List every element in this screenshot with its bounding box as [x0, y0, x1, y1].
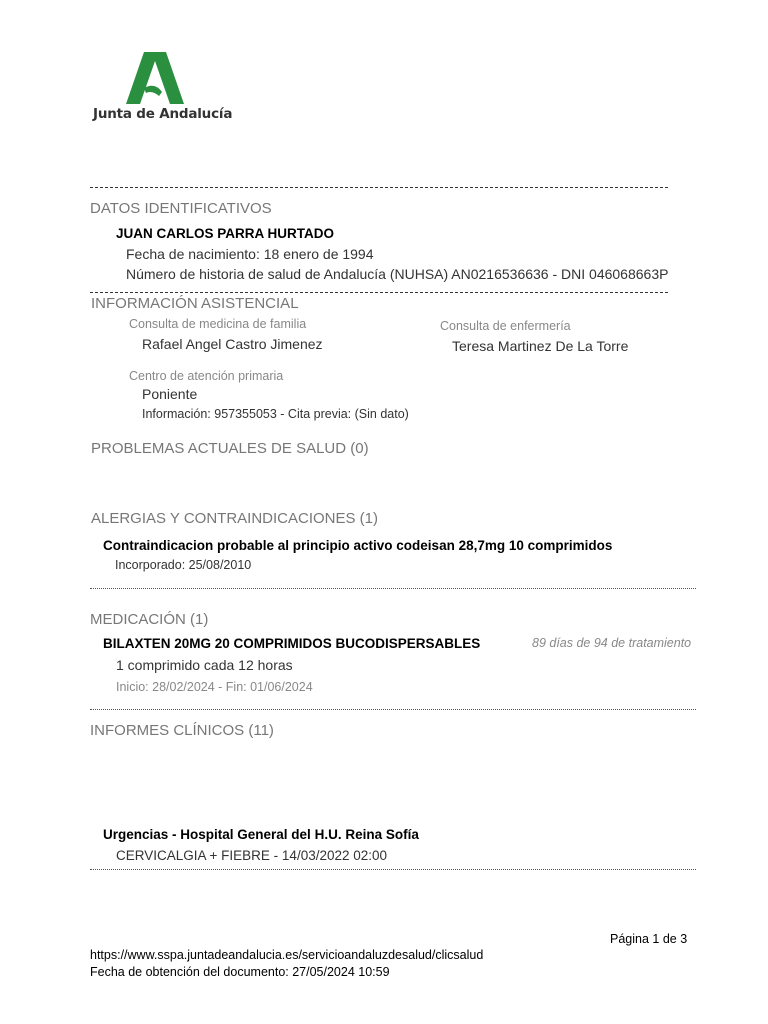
report-detail: CERVICALGIA + FIEBRE - 14/03/2022 02:00	[116, 848, 388, 863]
family-doctor-name: Rafael Angel Castro Jimenez	[142, 336, 323, 352]
nuhsa-line: Número de historia de salud de Andalucía (NUHSA) AN0216536636 - DNI 046068663P	[126, 266, 669, 282]
nurse-name: Teresa Martinez De La Torre	[452, 338, 629, 354]
medication-name: BILAXTEN 20MG 20 COMPRIMIDOS BUCODISPERSABLES	[103, 636, 481, 651]
family-doctor-label: Consulta de medicina de familia	[129, 317, 307, 331]
footer-url: https://www.sspa.juntadeandalucia.es/servicioandaluzdesalud/clicsalud	[90, 948, 484, 962]
page-number: Página 1 de 3	[610, 932, 688, 946]
alergias-section-title: ALERGIAS Y CONTRAINDICACIONES (1)	[91, 510, 379, 527]
center-label: Centro de atención primaria	[129, 369, 284, 383]
logo-text: Junta de Andalucía	[93, 106, 233, 122]
allergy-item-title: Contraindicacion probable al principio activo codeisan 28,7mg 10 comprimidos	[103, 538, 613, 553]
medication-dates: Inicio: 28/02/2024 - Fin: 01/06/2024	[116, 680, 313, 694]
junta-andalucia-logo-icon	[126, 52, 184, 104]
allergy-item-date: Incorporado: 25/08/2010	[115, 558, 252, 572]
item-divider	[90, 709, 696, 710]
medication-progress: 89 días de 94 de tratamiento	[532, 636, 692, 650]
report-title: Urgencias - Hospital General del H.U. Reina Sofía	[103, 827, 419, 842]
birth-date: Fecha de nacimiento: 18 enero de 1994	[126, 246, 374, 262]
informes-section-title: INFORMES CLÍNICOS (11)	[90, 722, 274, 739]
problemas-section-title: PROBLEMAS ACTUALES DE SALUD (0)	[91, 440, 369, 457]
nursing-label: Consulta de enfermería	[440, 319, 571, 333]
center-info: Información: 957355053 - Cita previa: (Sin dato)	[142, 407, 409, 421]
medication-dosage: 1 comprimido cada 12 horas	[116, 657, 293, 673]
section-divider	[90, 187, 668, 188]
asistencial-section-title: INFORMACIÓN ASISTENCIAL	[91, 295, 299, 312]
patient-name: JUAN CARLOS PARRA HURTADO	[116, 226, 334, 241]
center-name: Poniente	[142, 386, 198, 402]
footer-obtained-date: Fecha de obtención del documento: 27/05/2024 10:59	[90, 965, 390, 979]
medicacion-section-title: MEDICACIÓN (1)	[90, 611, 209, 628]
section-divider	[90, 292, 668, 293]
datos-section-title: DATOS IDENTIFICATIVOS	[90, 200, 272, 217]
item-divider	[90, 869, 696, 870]
item-divider	[90, 588, 696, 589]
